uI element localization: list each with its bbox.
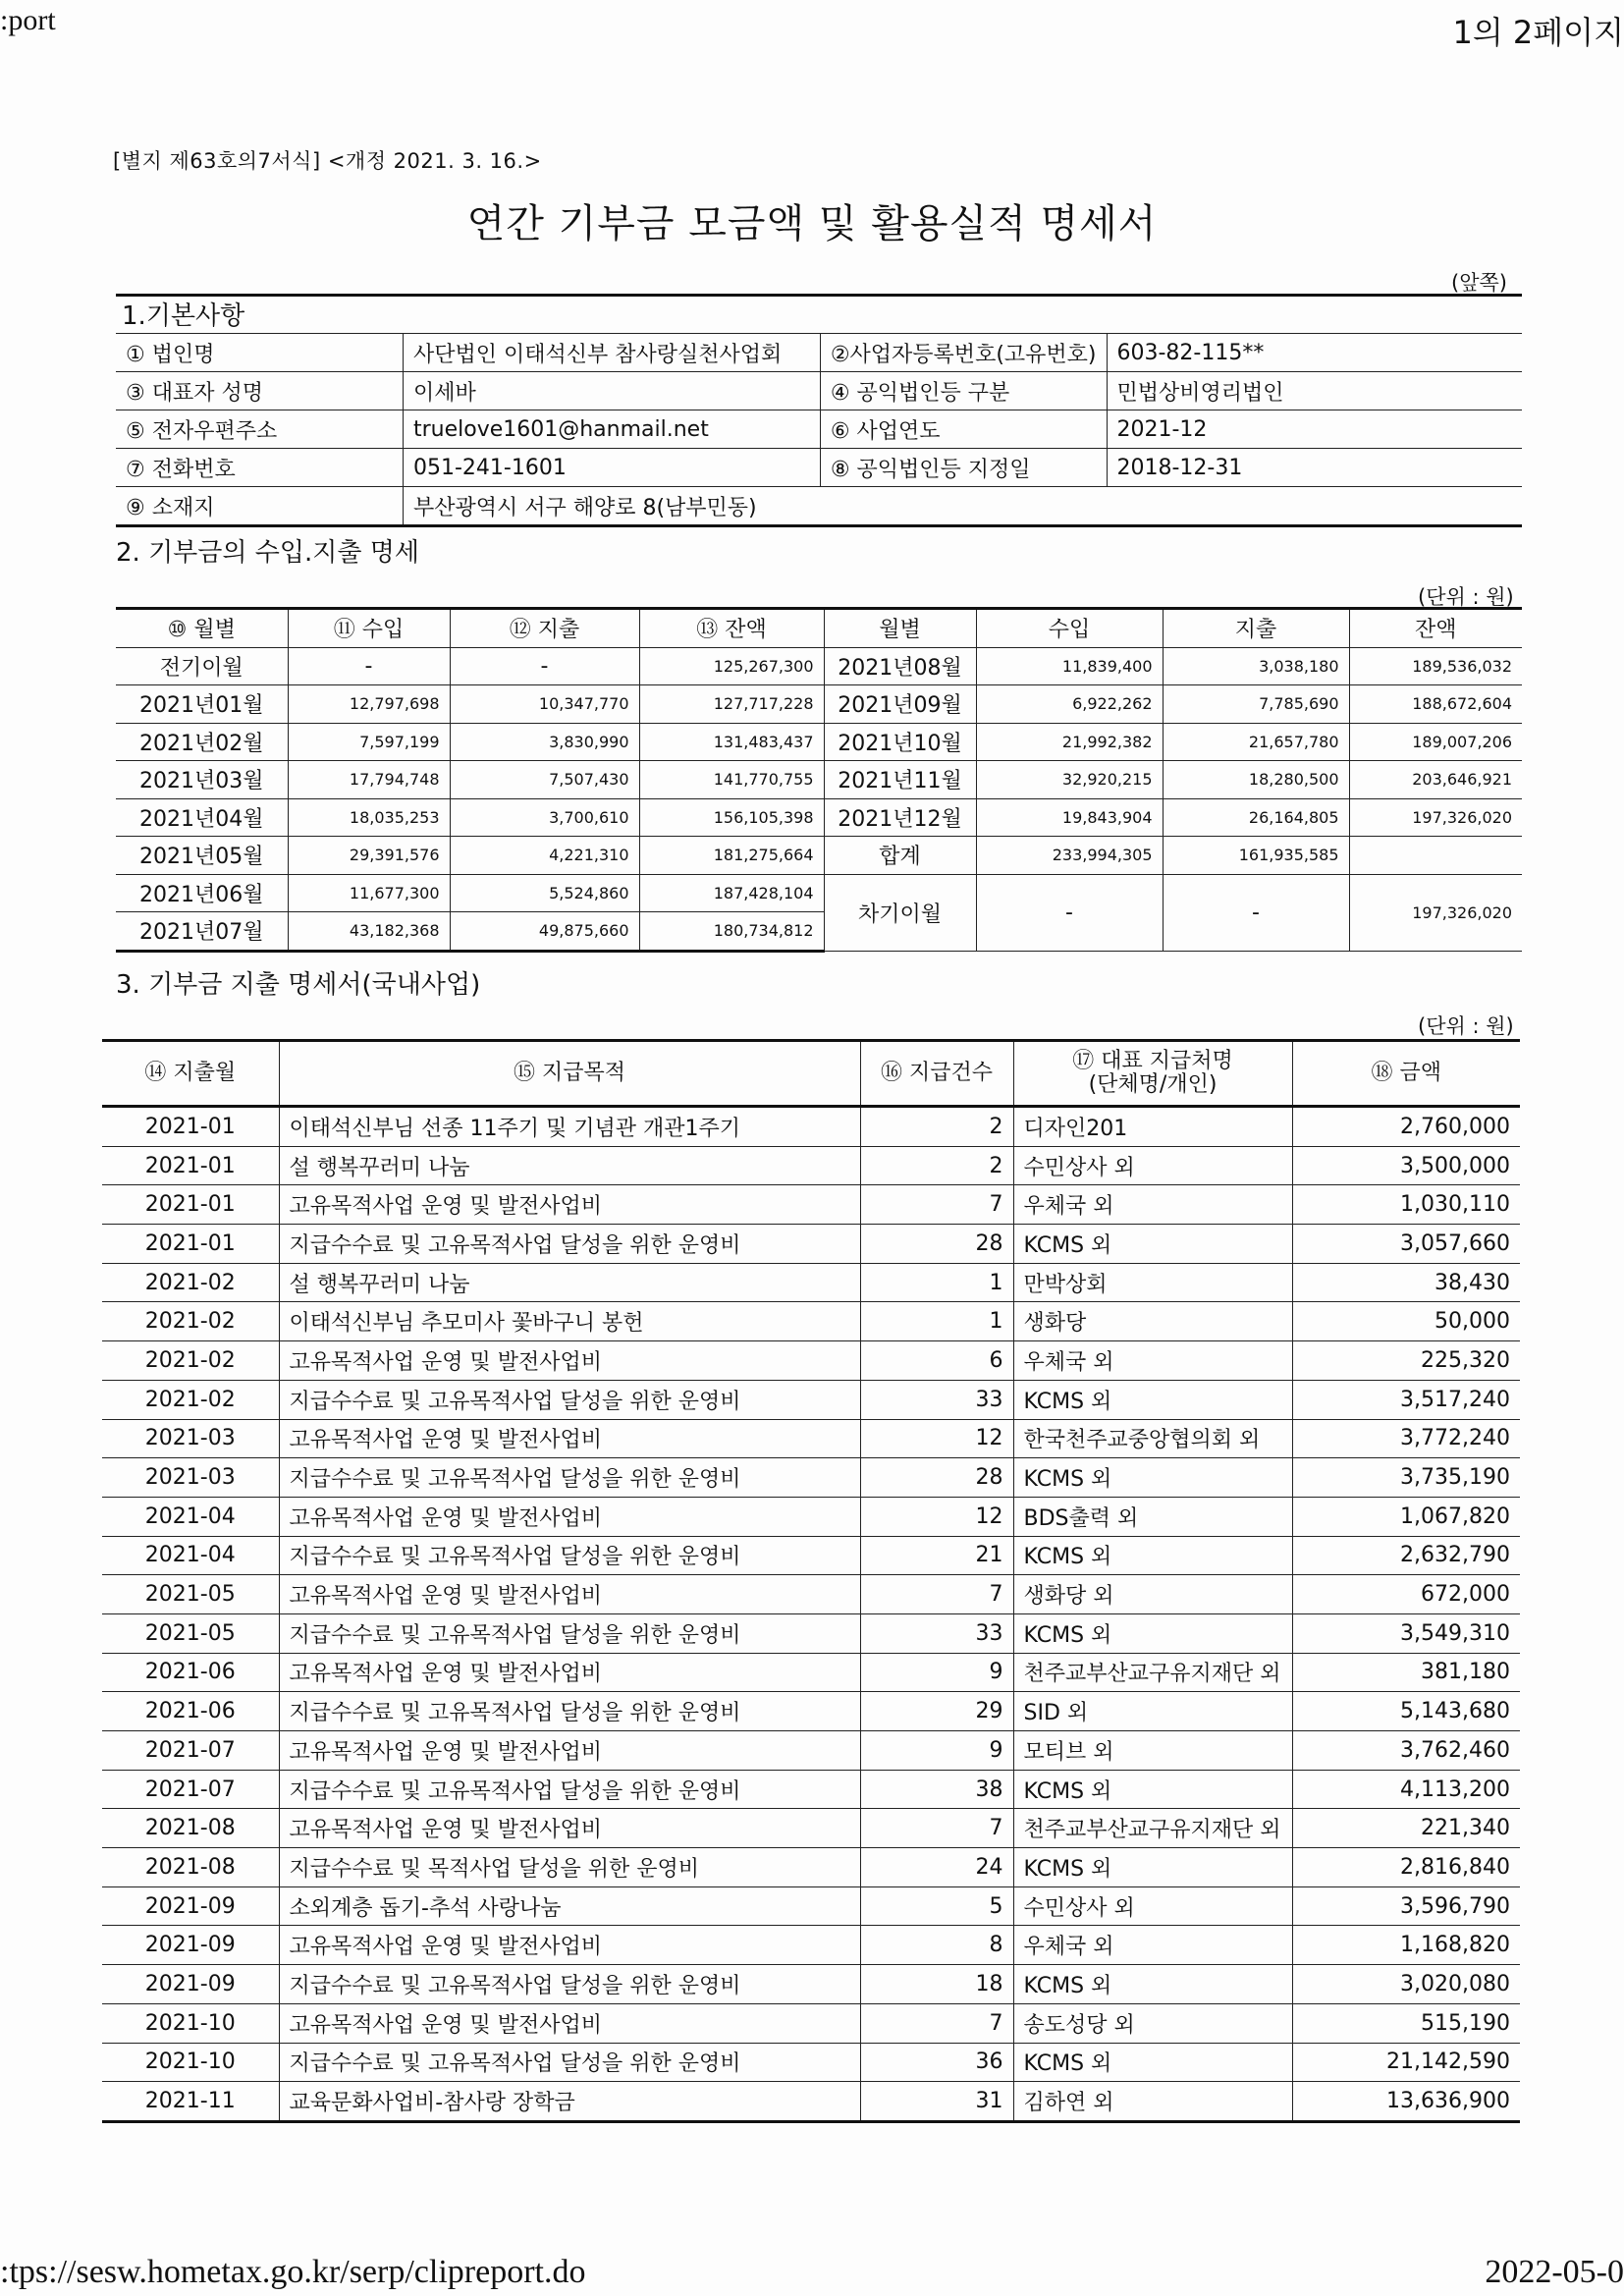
recipient-cell: KCMS 외 — [1013, 2043, 1292, 2082]
table-row — [102, 1965, 1520, 2004]
month-cell: 2021-01 — [102, 1146, 279, 1185]
recipient-cell: 김하연 외 — [1013, 2082, 1292, 2122]
count-cell: 2 — [860, 1107, 1013, 1147]
purpose-cell: 고유목적사업 운영 및 발전사업비 — [279, 1185, 860, 1225]
recipient-cell: 생화당 — [1013, 1302, 1292, 1341]
table-row — [102, 1263, 1520, 1302]
amount-cell: 141,770,755 — [639, 761, 824, 799]
month-cell: 전기이월 — [116, 647, 288, 685]
recipient-cell: 천주교부산교구유지재단 외 — [1013, 1809, 1292, 1848]
table-row — [102, 1731, 1520, 1771]
info-value: 2021-12 — [1107, 410, 1522, 449]
recipient-cell: 수민상사 외 — [1013, 1146, 1292, 1185]
info-label: ③ 대표자 성명 — [116, 372, 403, 410]
recipient-cell: 생화당 외 — [1013, 1575, 1292, 1614]
amount-cell: 26,164,805 — [1163, 798, 1349, 837]
column-header: 수입 — [976, 609, 1163, 648]
amount-cell: 1,067,820 — [1292, 1497, 1520, 1536]
month-cell: 2021-01 — [102, 1225, 279, 1264]
column-header: ⑬ 잔액 — [639, 609, 824, 648]
month-cell: 2021년02월 — [116, 723, 288, 761]
recipient-cell: KCMS 외 — [1013, 1380, 1292, 1419]
amount-cell: 11,839,400 — [976, 647, 1163, 685]
amount-cell: 7,597,199 — [288, 723, 450, 761]
month-cell: 2021년03월 — [116, 761, 288, 799]
month-cell: 2021-04 — [102, 1497, 279, 1536]
month-cell: 2021년11월 — [824, 761, 976, 799]
count-cell: 36 — [860, 2043, 1013, 2082]
purpose-cell: 지급수수료 및 고유목적사업 달성을 위한 운영비 — [279, 1225, 860, 1264]
table-row — [116, 647, 1522, 685]
month-cell: 2021-02 — [102, 1341, 279, 1381]
amount-cell: 3,762,460 — [1292, 1731, 1520, 1771]
amount-cell: 4,221,310 — [450, 837, 639, 875]
table-row — [102, 1848, 1520, 1887]
info-row — [116, 487, 1522, 526]
count-cell: 7 — [860, 1185, 1013, 1225]
purpose-cell: 이태석신부님 선종 11주기 및 기념관 개관1주기 — [279, 1107, 860, 1147]
count-cell: 5 — [860, 1886, 1013, 1926]
form-label: [별지 제63호의7서식] <개정 2021. 3. 16.> — [113, 149, 542, 173]
section2-unit: (단위 : 원) — [1418, 585, 1514, 609]
table-row — [102, 1380, 1520, 1419]
amount-cell: 43,182,368 — [288, 912, 450, 952]
count-cell: 1 — [860, 1302, 1013, 1341]
amount-cell: 189,536,032 — [1349, 647, 1522, 685]
amount-cell: 13,636,900 — [1292, 2082, 1520, 2122]
recipient-cell: 우체국 외 — [1013, 1185, 1292, 1225]
amount-cell: 2,632,790 — [1292, 1536, 1520, 1575]
amount-cell: - — [1163, 874, 1349, 951]
month-cell: 2021-08 — [102, 1848, 279, 1887]
amount-cell: 3,020,080 — [1292, 1965, 1520, 2004]
amount-cell: 381,180 — [1292, 1653, 1520, 1692]
amount-cell: 225,320 — [1292, 1341, 1520, 1381]
purpose-cell: 교육문화사업비-참사랑 장학금 — [279, 2082, 860, 2122]
recipient-cell: 천주교부산교구유지재단 외 — [1013, 1653, 1292, 1692]
table-row — [102, 1653, 1520, 1692]
count-cell: 7 — [860, 1575, 1013, 1614]
month-cell: 합계 — [824, 837, 976, 875]
purpose-cell: 지급수수료 및 고유목적사업 달성을 위한 운영비 — [279, 1965, 860, 2004]
month-cell: 2021-07 — [102, 1731, 279, 1771]
month-cell: 2021-02 — [102, 1380, 279, 1419]
month-cell: 차기이월 — [824, 874, 976, 951]
count-cell: 7 — [860, 2003, 1013, 2043]
section1-heading: 1.기본사항 — [116, 294, 1522, 333]
amount-cell: 38,430 — [1292, 1263, 1520, 1302]
purpose-cell: 고유목적사업 운영 및 발전사업비 — [279, 1809, 860, 1848]
month-cell: 2021-02 — [102, 1302, 279, 1341]
amount-cell: 3,830,990 — [450, 723, 639, 761]
purpose-cell: 지급수수료 및 고유목적사업 달성을 위한 운영비 — [279, 1770, 860, 1809]
basic-info-table — [116, 333, 1522, 527]
amount-cell: 18,280,500 — [1163, 761, 1349, 799]
amount-cell: 197,326,020 — [1349, 874, 1522, 951]
amount-cell: 221,340 — [1292, 1809, 1520, 1848]
purpose-cell: 고유목적사업 운영 및 발전사업비 — [279, 1575, 860, 1614]
column-header: ⑰ 대표 지급처명 (단체명/개인) — [1013, 1041, 1292, 1107]
count-cell: 9 — [860, 1653, 1013, 1692]
section2-heading: 2. 기부금의 수입.지출 명세 — [116, 538, 420, 568]
purpose-cell: 고유목적사업 운영 및 발전사업비 — [279, 1731, 860, 1771]
recipient-cell: KCMS 외 — [1013, 1848, 1292, 1887]
purpose-cell: 지급수수료 및 고유목적사업 달성을 위한 운영비 — [279, 1536, 860, 1575]
table-row — [102, 1225, 1520, 1264]
purpose-cell: 지급수수료 및 고유목적사업 달성을 위한 운영비 — [279, 2043, 860, 2082]
table-row — [102, 1926, 1520, 1965]
info-value: 부산광역시 서구 해양로 8(남부민동) — [403, 487, 1522, 526]
purpose-cell: 고유목적사업 운영 및 발전사업비 — [279, 1653, 860, 1692]
count-cell: 38 — [860, 1770, 1013, 1809]
count-cell: 2 — [860, 1146, 1013, 1185]
count-cell: 24 — [860, 1848, 1013, 1887]
info-row — [116, 334, 1522, 372]
amount-cell: 3,735,190 — [1292, 1458, 1520, 1498]
purpose-cell: 고유목적사업 운영 및 발전사업비 — [279, 2003, 860, 2043]
purpose-cell: 고유목적사업 운영 및 발전사업비 — [279, 1419, 860, 1458]
income-expense-table — [116, 607, 1522, 953]
column-header: ⑪ 수입 — [288, 609, 450, 648]
info-value: 이세바 — [403, 372, 820, 410]
recipient-cell: 모티브 외 — [1013, 1731, 1292, 1771]
count-cell: 28 — [860, 1225, 1013, 1264]
table-row — [102, 1809, 1520, 1848]
info-value: 051-241-1601 — [403, 449, 820, 487]
info-row — [116, 372, 1522, 410]
amount-cell: 515,190 — [1292, 2003, 1520, 2043]
recipient-cell: KCMS 외 — [1013, 1225, 1292, 1264]
amount-cell: 125,267,300 — [639, 647, 824, 685]
month-cell: 2021-01 — [102, 1185, 279, 1225]
amount-cell: 32,920,215 — [976, 761, 1163, 799]
column-header: ⑮ 지급목적 — [279, 1041, 860, 1107]
info-label: ⑧ 공익법인등 지정일 — [820, 449, 1107, 487]
table-row — [102, 1692, 1520, 1731]
month-cell: 2021-11 — [102, 2082, 279, 2122]
purpose-cell: 고유목적사업 운영 및 발전사업비 — [279, 1926, 860, 1965]
amount-cell: 188,672,604 — [1349, 685, 1522, 724]
table-row — [102, 1146, 1520, 1185]
amount-cell: 19,843,904 — [976, 798, 1163, 837]
document-title: 연간 기부금 모금액 및 활용실적 명세서 — [466, 201, 1158, 246]
recipient-cell: 만박상회 — [1013, 1263, 1292, 1302]
table-row — [102, 1536, 1520, 1575]
column-header: 지출 — [1163, 609, 1349, 648]
table-row — [102, 1302, 1520, 1341]
table-row — [116, 874, 1522, 912]
table-row — [102, 1886, 1520, 1926]
purpose-cell: 설 행복꾸러미 나눔 — [279, 1146, 860, 1185]
amount-cell: 1,168,820 — [1292, 1926, 1520, 1965]
amount-cell: 180,734,812 — [639, 912, 824, 952]
table-row — [102, 1341, 1520, 1381]
amount-cell: 7,507,430 — [450, 761, 639, 799]
count-cell: 31 — [860, 2082, 1013, 2122]
amount-cell: 11,677,300 — [288, 874, 450, 912]
info-label: ⑦ 전화번호 — [116, 449, 403, 487]
month-cell: 2021년05월 — [116, 837, 288, 875]
recipient-cell: 우체국 외 — [1013, 1341, 1292, 1381]
recipient-cell: 수민상사 외 — [1013, 1886, 1292, 1926]
amount-cell: 3,038,180 — [1163, 647, 1349, 685]
amount-cell: 3,057,660 — [1292, 1225, 1520, 1264]
table-row — [102, 2043, 1520, 2082]
table-row — [102, 2082, 1520, 2122]
purpose-cell: 지급수수료 및 목적사업 달성을 위한 운영비 — [279, 1848, 860, 1887]
month-cell: 2021-03 — [102, 1458, 279, 1498]
info-row — [116, 449, 1522, 487]
month-cell: 2021년01월 — [116, 685, 288, 724]
month-cell: 2021-02 — [102, 1263, 279, 1302]
amount-cell: 10,347,770 — [450, 685, 639, 724]
amount-cell: 127,717,228 — [639, 685, 824, 724]
count-cell: 8 — [860, 1926, 1013, 1965]
month-cell: 2021년07월 — [116, 912, 288, 952]
column-header: ⑫ 지출 — [450, 609, 639, 648]
purpose-cell: 이태석신부님 추모미사 꽃바구니 봉헌 — [279, 1302, 860, 1341]
amount-cell: 6,922,262 — [976, 685, 1163, 724]
info-row — [116, 410, 1522, 449]
recipient-cell: 한국천주교중앙협의회 외 — [1013, 1419, 1292, 1458]
table-row — [102, 1770, 1520, 1809]
amount-cell: 203,646,921 — [1349, 761, 1522, 799]
count-cell: 9 — [860, 1731, 1013, 1771]
table-header-row — [116, 609, 1522, 648]
amount-cell: 161,935,585 — [1163, 837, 1349, 875]
print-footer-date: 2022-05-0 — [1485, 2254, 1624, 2290]
info-value: 603-82-115** — [1107, 334, 1522, 372]
count-cell: 6 — [860, 1341, 1013, 1381]
amount-cell: 17,794,748 — [288, 761, 450, 799]
amount-cell: 1,030,110 — [1292, 1185, 1520, 1225]
amount-cell: 187,428,104 — [639, 874, 824, 912]
recipient-cell: KCMS 외 — [1013, 1613, 1292, 1653]
amount-cell: 21,992,382 — [976, 723, 1163, 761]
amount-cell: 3,596,790 — [1292, 1886, 1520, 1926]
amount-cell: 49,875,660 — [450, 912, 639, 952]
month-cell: 2021-04 — [102, 1536, 279, 1575]
amount-cell: 3,549,310 — [1292, 1613, 1520, 1653]
month-cell: 2021-09 — [102, 1926, 279, 1965]
info-label: ⑥ 사업연도 — [820, 410, 1107, 449]
month-cell: 2021-05 — [102, 1575, 279, 1614]
month-cell: 2021-01 — [102, 1107, 279, 1147]
info-label: ① 법인명 — [116, 334, 403, 372]
table-row — [102, 2003, 1520, 2043]
table-row — [102, 1107, 1520, 1147]
info-value: truelove1601@hanmail.net — [403, 410, 820, 449]
amount-cell: 2,816,840 — [1292, 1848, 1520, 1887]
info-value: 사단법인 이태석신부 참사랑실천사업회 — [403, 334, 820, 372]
amount-cell: 3,517,240 — [1292, 1380, 1520, 1419]
amount-cell: 21,142,590 — [1292, 2043, 1520, 2082]
amount-cell: 50,000 — [1292, 1302, 1520, 1341]
expense-detail-table — [102, 1039, 1520, 2123]
amount-cell: 21,657,780 — [1163, 723, 1349, 761]
table-row — [102, 1458, 1520, 1498]
recipient-cell: BDS출력 외 — [1013, 1497, 1292, 1536]
purpose-cell: 고유목적사업 운영 및 발전사업비 — [279, 1341, 860, 1381]
count-cell: 21 — [860, 1536, 1013, 1575]
month-cell: 2021년10월 — [824, 723, 976, 761]
table-row — [116, 837, 1522, 875]
recipient-cell: 우체국 외 — [1013, 1926, 1292, 1965]
month-cell: 2021년09월 — [824, 685, 976, 724]
purpose-cell: 설 행복꾸러미 나눔 — [279, 1263, 860, 1302]
amount-cell — [1349, 837, 1522, 875]
amount-cell: 181,275,664 — [639, 837, 824, 875]
month-cell: 2021년08월 — [824, 647, 976, 685]
amount-cell: 3,500,000 — [1292, 1146, 1520, 1185]
month-cell: 2021년04월 — [116, 798, 288, 837]
column-header: ⑱ 금액 — [1292, 1041, 1520, 1107]
amount-cell: 5,143,680 — [1292, 1692, 1520, 1731]
amount-cell: 156,105,398 — [639, 798, 824, 837]
purpose-cell: 지급수수료 및 고유목적사업 달성을 위한 운영비 — [279, 1613, 860, 1653]
amount-cell: 197,326,020 — [1349, 798, 1522, 837]
count-cell: 18 — [860, 1965, 1013, 2004]
print-footer-url: :tps://sesw.hometax.go.kr/serp/clipreport.do — [0, 2254, 586, 2290]
month-cell: 2021-07 — [102, 1770, 279, 1809]
count-cell: 12 — [860, 1497, 1013, 1536]
amount-cell: 12,797,698 — [288, 685, 450, 724]
month-cell: 2021-09 — [102, 1965, 279, 2004]
amount-cell: 4,113,200 — [1292, 1770, 1520, 1809]
amount-cell: 7,785,690 — [1163, 685, 1349, 724]
month-cell: 2021-05 — [102, 1613, 279, 1653]
month-cell: 2021-06 — [102, 1653, 279, 1692]
info-value: 민법상비영리법인 — [1107, 372, 1522, 410]
amount-cell: 131,483,437 — [639, 723, 824, 761]
table-header-row — [102, 1041, 1520, 1107]
count-cell: 7 — [860, 1809, 1013, 1848]
count-cell: 12 — [860, 1419, 1013, 1458]
table-row — [102, 1575, 1520, 1614]
table-row — [102, 1497, 1520, 1536]
side-note: (앞쪽) — [1451, 271, 1507, 295]
month-cell: 2021-08 — [102, 1809, 279, 1848]
amount-cell: - — [288, 647, 450, 685]
column-header: ⑯ 지급건수 — [860, 1041, 1013, 1107]
amount-cell: 233,994,305 — [976, 837, 1163, 875]
print-header-page: 1의 2페이지 — [1452, 14, 1624, 51]
info-label: ④ 공익법인등 구분 — [820, 372, 1107, 410]
month-cell: 2021년12월 — [824, 798, 976, 837]
purpose-cell: 고유목적사업 운영 및 발전사업비 — [279, 1497, 860, 1536]
amount-cell: 29,391,576 — [288, 837, 450, 875]
recipient-cell: SID 외 — [1013, 1692, 1292, 1731]
table-row — [116, 723, 1522, 761]
month-cell: 2021-10 — [102, 2003, 279, 2043]
column-header: 월별 — [824, 609, 976, 648]
table-row — [116, 685, 1522, 724]
amount-cell: - — [976, 874, 1163, 951]
amount-cell: 189,007,206 — [1349, 723, 1522, 761]
amount-cell: 3,772,240 — [1292, 1419, 1520, 1458]
info-label: ⑨ 소재지 — [116, 487, 403, 526]
column-header: ⑩ 월별 — [116, 609, 288, 648]
count-cell: 33 — [860, 1380, 1013, 1419]
recipient-cell: 송도성당 외 — [1013, 2003, 1292, 2043]
month-cell: 2021-03 — [102, 1419, 279, 1458]
column-header: ⑭ 지출월 — [102, 1041, 279, 1107]
column-header: 잔액 — [1349, 609, 1522, 648]
count-cell: 29 — [860, 1692, 1013, 1731]
purpose-cell: 지급수수료 및 고유목적사업 달성을 위한 운영비 — [279, 1380, 860, 1419]
month-cell: 2021-09 — [102, 1886, 279, 1926]
info-value: 2018-12-31 — [1107, 449, 1522, 487]
amount-cell: 672,000 — [1292, 1575, 1520, 1614]
recipient-cell: KCMS 외 — [1013, 1965, 1292, 2004]
info-label: ②사업자등록번호(고유번호) — [820, 334, 1107, 372]
purpose-cell: 지급수수료 및 고유목적사업 달성을 위한 운영비 — [279, 1458, 860, 1498]
amount-cell: 18,035,253 — [288, 798, 450, 837]
count-cell: 28 — [860, 1458, 1013, 1498]
table-row — [102, 1185, 1520, 1225]
section3-heading: 3. 기부금 지출 명세서(국내사업) — [116, 970, 481, 1000]
purpose-cell: 소외계층 돕기-추석 사랑나눔 — [279, 1886, 860, 1926]
month-cell: 2021-10 — [102, 2043, 279, 2082]
section3-unit: (단위 : 원) — [1418, 1014, 1514, 1038]
recipient-cell: KCMS 외 — [1013, 1536, 1292, 1575]
purpose-cell: 지급수수료 및 고유목적사업 달성을 위한 운영비 — [279, 1692, 860, 1731]
recipient-cell: 디자인201 — [1013, 1107, 1292, 1147]
recipient-cell: KCMS 외 — [1013, 1458, 1292, 1498]
amount-cell: 5,524,860 — [450, 874, 639, 912]
amount-cell: - — [450, 647, 639, 685]
table-row — [116, 798, 1522, 837]
count-cell: 33 — [860, 1613, 1013, 1653]
print-header-left: :port — [0, 4, 56, 36]
count-cell: 1 — [860, 1263, 1013, 1302]
month-cell: 2021년06월 — [116, 874, 288, 912]
amount-cell: 2,760,000 — [1292, 1107, 1520, 1147]
table-row — [116, 761, 1522, 799]
table-row — [102, 1613, 1520, 1653]
table-row — [102, 1419, 1520, 1458]
recipient-cell: KCMS 외 — [1013, 1770, 1292, 1809]
info-label: ⑤ 전자우편주소 — [116, 410, 403, 449]
month-cell: 2021-06 — [102, 1692, 279, 1731]
amount-cell: 3,700,610 — [450, 798, 639, 837]
